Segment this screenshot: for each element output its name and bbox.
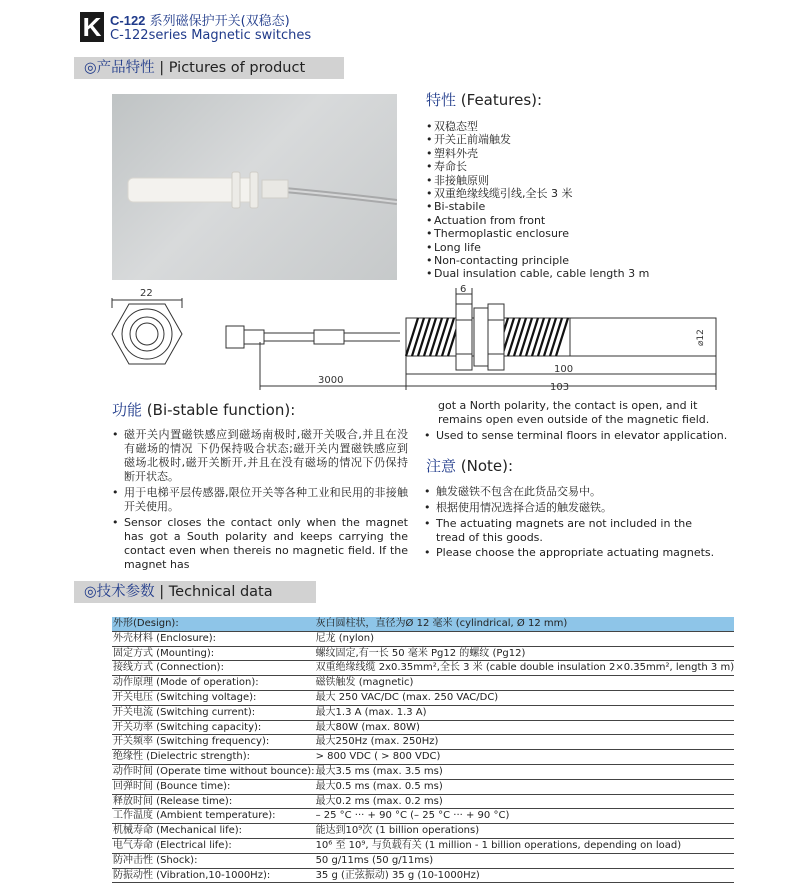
- tech-value: 尼龙 (nylon): [315, 631, 735, 646]
- feature-item: • 非接触原则: [426, 174, 649, 187]
- dim-total: 103: [550, 382, 570, 393]
- tech-value: 最大3.5 ms (max. 3.5 ms): [315, 764, 735, 779]
- tech-label: 动作时间 (Operate time without bounce):: [112, 764, 315, 779]
- tech-label: 接线方式 (Connection):: [112, 661, 315, 676]
- tech-value: 最大 250 VAC/DC (max. 250 VAC/DC): [315, 690, 735, 705]
- tech-label: 开关电压 (Switching voltage):: [112, 690, 315, 705]
- tech-value: 50 g/11ms (50 g/11ms): [315, 853, 735, 868]
- feature-item: • 双稳态型: [426, 120, 649, 133]
- product-photo: [112, 94, 397, 280]
- tech-label: 开关电流 (Switching current):: [112, 705, 315, 720]
- feature-item: • Bi-stabile: [426, 200, 649, 213]
- technical-drawing: [100, 282, 740, 394]
- tech-row: [112, 838, 734, 853]
- note-title-cn: 注意: [426, 457, 457, 475]
- feature-item: • Long life: [426, 241, 649, 254]
- section-bar-tech: [74, 581, 316, 603]
- dim-hex: 22: [140, 288, 153, 299]
- tech-row: [112, 809, 734, 824]
- tech-row: [112, 868, 734, 883]
- tech-row: [112, 794, 734, 809]
- dim-cable: 3000: [318, 375, 344, 386]
- tech-label: 固定方式 (Mounting):: [112, 646, 315, 661]
- tech-data-table: [112, 617, 734, 883]
- section-tech-en: | Technical data: [159, 584, 273, 600]
- tech-value: 能达到10⁹次 (1 billion operations): [315, 824, 735, 839]
- tech-row: [112, 824, 734, 839]
- tech-value: 最大80W (max. 80W): [315, 720, 735, 735]
- tech-label: 释放时间 (Release time):: [112, 794, 315, 809]
- tech-row: [112, 705, 734, 720]
- function-continued: got a North polarity, the contact is open, and it remains open even outside of the magnetic field.: [438, 399, 710, 426]
- tech-label: 工作温度 (Ambient temperature):: [112, 809, 315, 824]
- tech-label: 外壳材料 (Enclosure):: [112, 631, 315, 646]
- features-title-cn: 特性: [426, 91, 457, 109]
- feature-item: • 寿命长: [426, 160, 649, 173]
- note-title-en: (Note):: [460, 457, 514, 475]
- tech-label: 防振动性 (Vibration,10-1000Hz):: [112, 868, 315, 883]
- section-product-cn: ◎产品特性: [84, 60, 155, 76]
- brand-k-badge: K: [80, 12, 104, 42]
- tech-row: [112, 779, 734, 794]
- tech-value: 35 g (正弦振动) 35 g (10-1000Hz): [315, 868, 735, 883]
- function-list: [112, 428, 408, 572]
- tech-value: – 25 °C ··· + 90 °C (– 25 °C ··· + 90 °C): [315, 809, 735, 824]
- tech-value: 磁铁触发 (magnetic): [315, 676, 735, 691]
- product-photo-illustration: [112, 94, 397, 280]
- section-bar-product: [74, 57, 344, 79]
- note-item: • 触发磁铁不包含在此货品交易中。: [424, 485, 720, 499]
- note-title: [426, 455, 513, 476]
- tech-value: 最大0.5 ms (max. 0.5 ms): [315, 779, 735, 794]
- tech-row: [112, 720, 734, 735]
- note-item: • The actuating magnets are not included in the tread of this goods.: [424, 517, 720, 545]
- feature-item: • 开关正前端触发: [426, 133, 649, 146]
- tech-row: [112, 617, 734, 631]
- tech-value: 最大0.2 ms (max. 0.2 ms): [315, 794, 735, 809]
- function-item: • 用于电梯平层传感器,限位开关等各种工业和民用的非接触 开关使用。: [112, 486, 408, 514]
- tech-label: 动作原理 (Mode of operation):: [112, 676, 315, 691]
- feature-item: • Actuation from front: [426, 214, 649, 227]
- feature-item: • Non-contacting principle: [426, 254, 649, 267]
- tech-label: 电气寿命 (Electrical life):: [112, 838, 315, 853]
- tech-data-body: [112, 617, 734, 883]
- tech-row: [112, 764, 734, 779]
- feature-item: • 塑料外壳: [426, 147, 649, 160]
- tech-value: > 800 VDC ( > 800 VDC): [315, 750, 735, 765]
- tech-value: 双重绝缘线缆 2x0.35mm²,全长 3 米 (cable double insulation 2×0.35mm², length 3 m): [315, 661, 735, 676]
- dim-nut: 6: [460, 284, 467, 295]
- note-item: • 根据使用情况选择合适的触发磁铁。: [424, 501, 720, 515]
- tech-label: 开关功率 (Switching capacity):: [112, 720, 315, 735]
- function-title: [112, 399, 295, 420]
- function-item: • 磁开关内置磁铁感应到磁场南极时,磁开关吸合,并且在没 有磁场的情况 下仍保持吸合状态;磁开关内置磁铁感应到 磁场北极时,磁开关断开,并且在没有磁场的情况下仍保持 断开状态。: [112, 428, 408, 484]
- tech-row: [112, 853, 734, 868]
- tech-row: [112, 676, 734, 691]
- features-title-en: (Features):: [460, 91, 543, 109]
- note-item: • Please choose the appropriate actuating magnets.: [424, 546, 720, 560]
- tech-value: 螺纹固定,有一长 50 毫米 Pg12 的螺纹 (Pg12): [315, 646, 735, 661]
- tech-label: 绝缘性 (Dielectric strength):: [112, 750, 315, 765]
- feature-item: • Thermoplastic enclosure: [426, 227, 649, 240]
- function-item: • Sensor closes the contact only when the magnet has got a South polarity and keeps carrying the contact even when thereis no magnetic field. If the magnet has: [112, 516, 408, 572]
- function-item: • Used to sense terminal floors in elevator application.: [424, 429, 724, 443]
- tech-value: 10⁶ 至 10⁹, 与负载有关 (1 million - 1 billion operations, depending on load): [315, 838, 735, 853]
- features-title: [426, 89, 542, 110]
- tech-label: 回弹时间 (Bounce time):: [112, 779, 315, 794]
- tech-row: [112, 631, 734, 646]
- section-tech-cn: ◎技术参数: [84, 584, 155, 600]
- tech-row: [112, 661, 734, 676]
- function-title-en: (Bi-stable function):: [146, 401, 296, 419]
- function-title-cn: 功能: [112, 401, 143, 419]
- dim-diameter: ⌀12: [696, 329, 706, 346]
- tech-row: [112, 646, 734, 661]
- section-product-en: | Pictures of product: [159, 60, 306, 76]
- tech-row: [112, 735, 734, 750]
- tech-label: 机械寿命 (Mechanical life):: [112, 824, 315, 839]
- tech-value: 最大250Hz (max. 250Hz): [315, 735, 735, 750]
- header-title-en: C-122series Magnetic switches: [110, 28, 312, 43]
- function-right-list: [424, 429, 728, 443]
- tech-label: 防冲击性 (Shock):: [112, 853, 315, 868]
- dim-body: 100: [554, 364, 574, 375]
- tech-row: [112, 750, 734, 765]
- tech-value: 最大1.3 A (max. 1.3 A): [315, 705, 735, 720]
- tech-value: 灰白圆柱状，直径为Ø 12 毫米 (cylindrical, Ø 12 mm): [315, 617, 735, 631]
- model-number: C-122: [110, 13, 146, 28]
- feature-item: • Dual insulation cable, cable length 3 m: [426, 267, 649, 280]
- note-list: [424, 485, 720, 560]
- tech-row: [112, 690, 734, 705]
- tech-label: 开关频率 (Switching frequency):: [112, 735, 315, 750]
- features-list: [426, 120, 649, 281]
- tech-label: 外形(Design):: [112, 617, 315, 631]
- feature-item: • 双重绝缘线缆引线,全长 3 米: [426, 187, 649, 200]
- header-title-cn: [110, 10, 290, 29]
- series-title-cn: 系列磁保护开关(双稳态): [149, 14, 290, 29]
